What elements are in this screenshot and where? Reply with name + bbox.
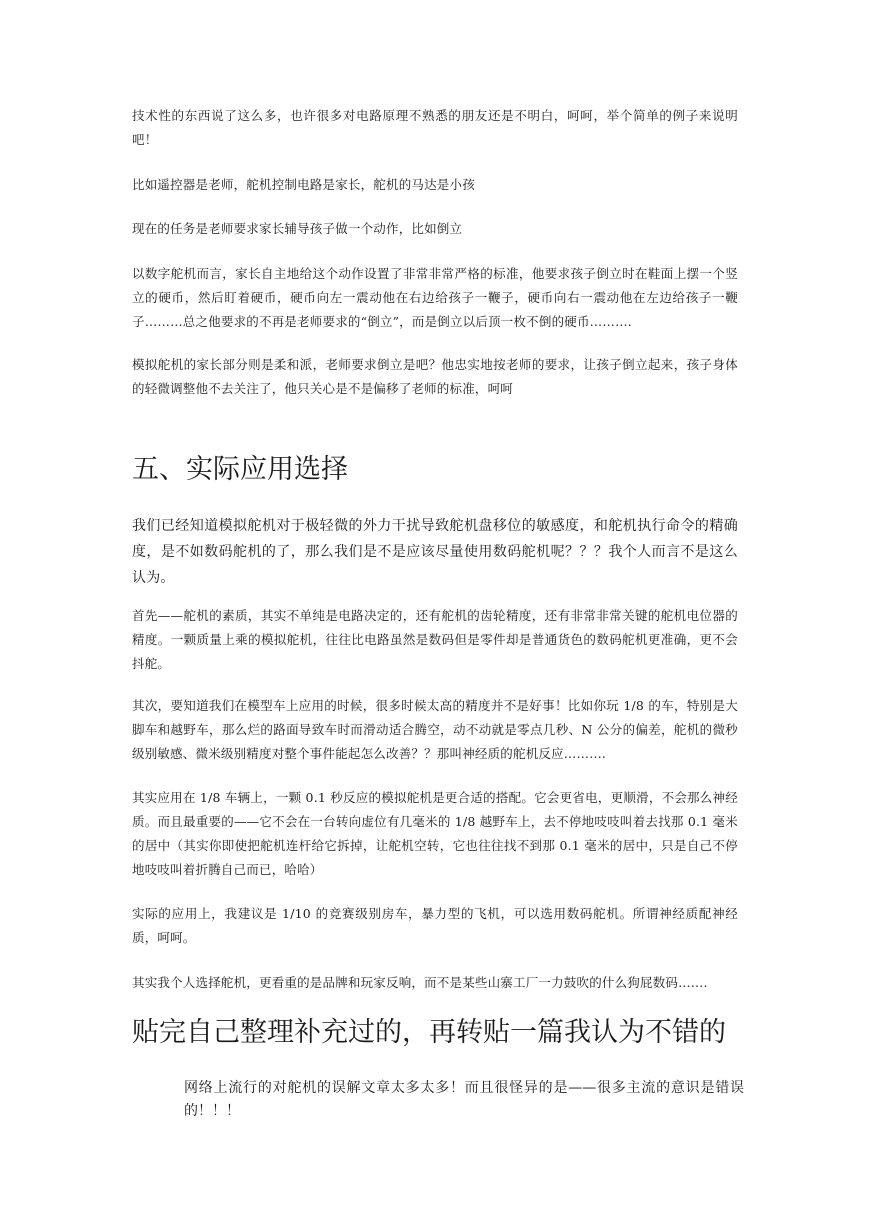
paragraph-analogy: 比如遥控器是老师，舵机控制电路是家长，舵机的马达是小孩 bbox=[132, 177, 475, 192]
paragraph-personal-choice: 其实我个人选择舵机，更看重的是品牌和玩家反响，而不是某些山寨工厂一力鼓吹的什么狗屁数码……. bbox=[132, 975, 708, 990]
heading-section-five: 五、实际应用选择 bbox=[132, 454, 348, 485]
paragraph-task: 现在的任务是老师要求家长辅导孩子做一个动作，比如倒立 bbox=[132, 221, 463, 236]
paragraph-digital-servo: 以数字舵机而言，家长自主地给这个动作设置了非常非常严格的标准，他要求孩子倒立时在鞋面上摆一个竖立的硬币，然后盯着硬币，硬币向左一震动他在右边给孩子一鞭子，硬币向右一震动他在左边给孩子一鞭子………总之他要求的不再是老师要求的“倒立”，而是倒立以后顶一枚不倒的硬币………. bbox=[132, 266, 738, 329]
paragraph-recommendation: 实际的应用上，我建议是 1/10 的竞赛级别房车，暴力型的飞机，可以选用数码舵机。所谓神经质配神经质，呵呵。 bbox=[132, 906, 738, 945]
heading-repost: 贴完自己整理补充过的，再转贴一篇我认为不错的 bbox=[132, 1017, 726, 1048]
paragraph-one-eighth-car: 其实应用在 1/8 车辆上，一颗 0.1 秒反应的模拟舵机是更合适的搭配。它会更省电，更顺滑，不会那么神经质。而且最重要的——它不会在一台转向虚位有几毫米的 1/8 越野车上，去不停地吱吱叫着去找那 0.1 毫米的居中（其实你即使把舵机连杆给它拆掉，让舵机空转，它也往往找不到那 0.1 毫米的居中，只是自己不停地吱吱叫着折腾自己而已，哈哈） bbox=[132, 790, 738, 877]
paragraph-repost-intro: 网络上流行的对舵机的误解文章太多太多！而且很怪异的是——很多主流的意识是错误的！！！ bbox=[184, 1080, 744, 1119]
paragraph-analog-servo: 模拟舵机的家长部分则是柔和派，老师要求倒立是吧？他忠实地按老师的要求，让孩子倒立起来，孩子身体的轻微调整他不去关注了，他只关心是不是偏移了老师的标准，呵呵 bbox=[132, 357, 738, 396]
paragraph-second-precision: 其次，要知道我们在模型车上应用的时候，很多时候太高的精度并不是好事！比如你玩 1/8 的车，特别是大脚车和越野车，那么烂的路面导致车时而滑动适合腾空，动不动就是零点几秒、N 公分的偏差，舵机的微秒级别敏感、微米级别精度对整个事件能起怎么改善？？那叫神经质的舵机反应………. bbox=[132, 698, 738, 761]
paragraph-first-quality: 首先——舵机的素质，其实不单纯是电路决定的，还有舵机的齿轮精度，还有非常非常关键的舵机电位器的精度。一颗质量上乘的模拟舵机，往往比电路虽然是数码但是零件却是普通货色的数码舵机更准确，更不会抖舵。 bbox=[132, 608, 738, 671]
paragraph-intro: 技术性的东西说了这么多，也许很多对电路原理不熟悉的朋友还是不明白，呵呵，举个简单的例子来说明吧！ bbox=[132, 108, 738, 147]
paragraph-sensitivity: 我们已经知道模拟舵机对于极轻微的外力干扰导致舵机盘移位的敏感度，和舵机执行命令的精确度，是不如数码舵机的了，那么我们是不是应该尽量使用数码舵机呢？？？我个人而言不是这么认为。 bbox=[132, 518, 738, 586]
